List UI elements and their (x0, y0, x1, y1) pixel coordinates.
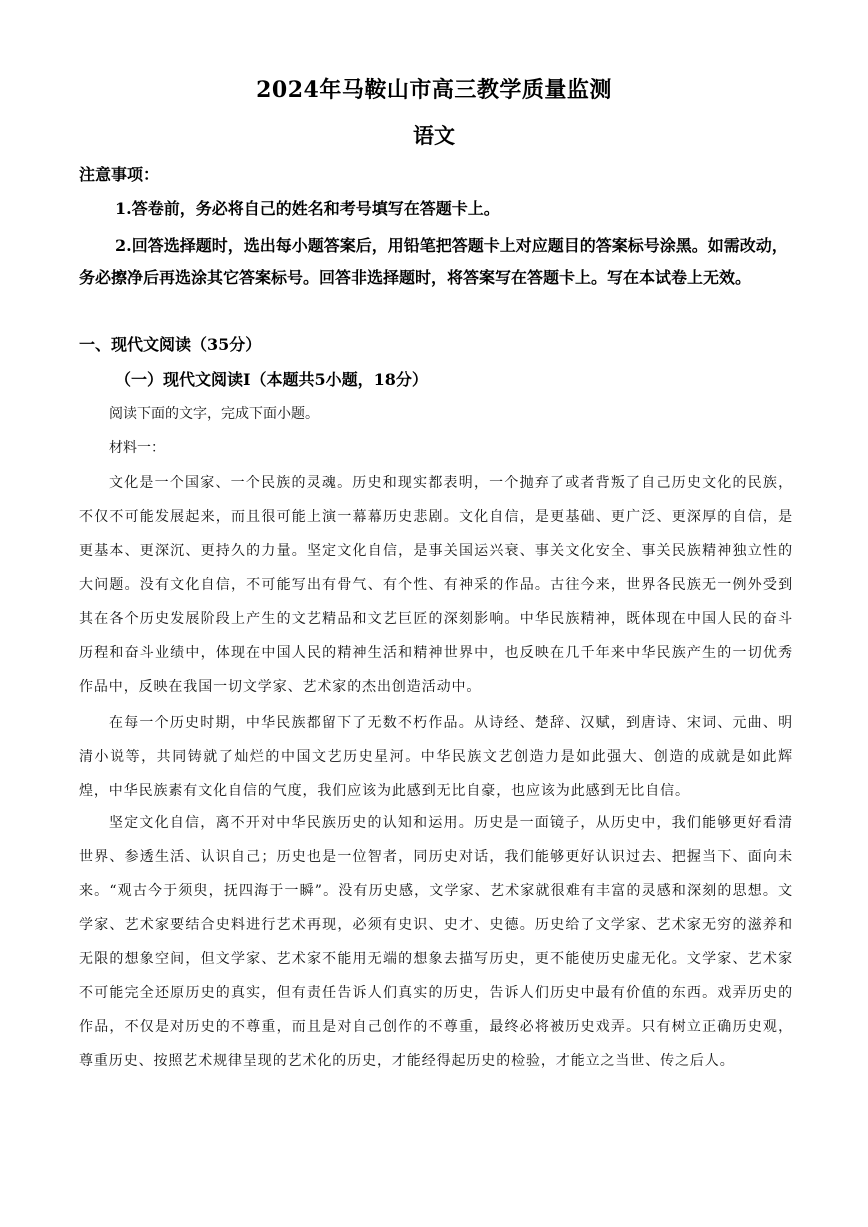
notice-heading: 注意事项： (79, 165, 160, 184)
paragraph-2: 在每一个历史时期，中华民族都留下了无数不朽作品。从诗经、楚辞、汉赋，到唐诗、宋词、元曲、明清小说等，共同铸就了灿烂的中国文艺历史星河。中华民族文艺创造力是如此强大、创造的成就是如此辉煌，中华民族素有文化自信的气度，我们应该为此感到无比自豪，也应该为此感到无比自信。 (79, 715, 793, 799)
reading-instruction: 阅读下面的文字，完成下面小题。 (109, 406, 319, 422)
notice-item-1: 1.答卷前，务必将自己的姓名和考号填写在答题卡上。 (115, 199, 500, 218)
notice-item-2: 2.回答选择题时，选出每小题答案后，用铅笔把答题卡上对应题目的答案标号涂黑。如需改动，务必擦净后再选涂其它答案标号。回答非选择题时，将答案写在答题卡上。写在本试卷上无效。 (79, 236, 788, 287)
exam-title: 2024年马鞍山市高三教学质量监测 (256, 77, 612, 103)
paragraph-1: 文化是一个国家、一个民族的灵魂。历史和现实都表明，一个抛弃了或者背叛了自己历史文化的民族，不仅不可能发展起来，而且很可能上演一幕幕历史悲剧。文化自信，是更基础、更广泛、更深厚的自信，是更基本、更深沉、更持久的力量。坚定文化自信，是事关国运兴衰、事关文化安全、事关民族精神独立性的大问题。没有文化自信，不可能写出有骨气、有个性、有神采的作品。古往今来，世界各民族无一例外受到其在各个历史发展阶段上产生的文艺精品和文艺巨匠的深刻影响。中华民族精神，既体现在中国人民的奋斗历程和奋斗业绩中，体现在中国人民的精神生活和精神世界中，也反映在几千年来中华民族产生的一切优秀作品中，反映在我国一切文学家、艺术家的杰出创造活动中。 (79, 475, 793, 695)
subject-title: 语文 (413, 123, 455, 148)
material-label: 材料一： (109, 440, 165, 456)
section-title: 一、现代文阅读（35分） (79, 335, 262, 354)
subsection-title: （一）现代文阅读Ⅰ（本题共5小题，18分） (115, 370, 428, 389)
paragraph-3: 坚定文化自信，离不开对中华民族历史的认知和运用。历史是一面镜子，从历史中，我们能够更好看清世界、参透生活、认识自己；历史也是一位智者，同历史对话，我们能够更好认识过去、把握当下、面向未来。“观古今于须臾，抚四海于一瞬”。没有历史感，文学家、艺术家就很难有丰富的灵感和深刻的思想。文学家、艺术家要结合史料进行艺术再现，必须有史识、史才、史德。历史给了文学家、艺术家无穷的滋养和无限的想象空间，但文学家、艺术家不能用无端的想象去描写历史，更不能使历史虚无化。文学家、艺术家不可能完全还原历史的真实，但有责任告诉人们真实的历史，告诉人们历史中最有价值的东西。戏弄历史的作品，不仅是对历史的不尊重，而且是对自己创作的不尊重，最终必将被历史戏弄。只有树立正确历史观，尊重历史、按照艺术规律呈现的艺术化的历史，才能经得起历史的检验，才能立之当世、传之后人。 (79, 815, 793, 1069)
